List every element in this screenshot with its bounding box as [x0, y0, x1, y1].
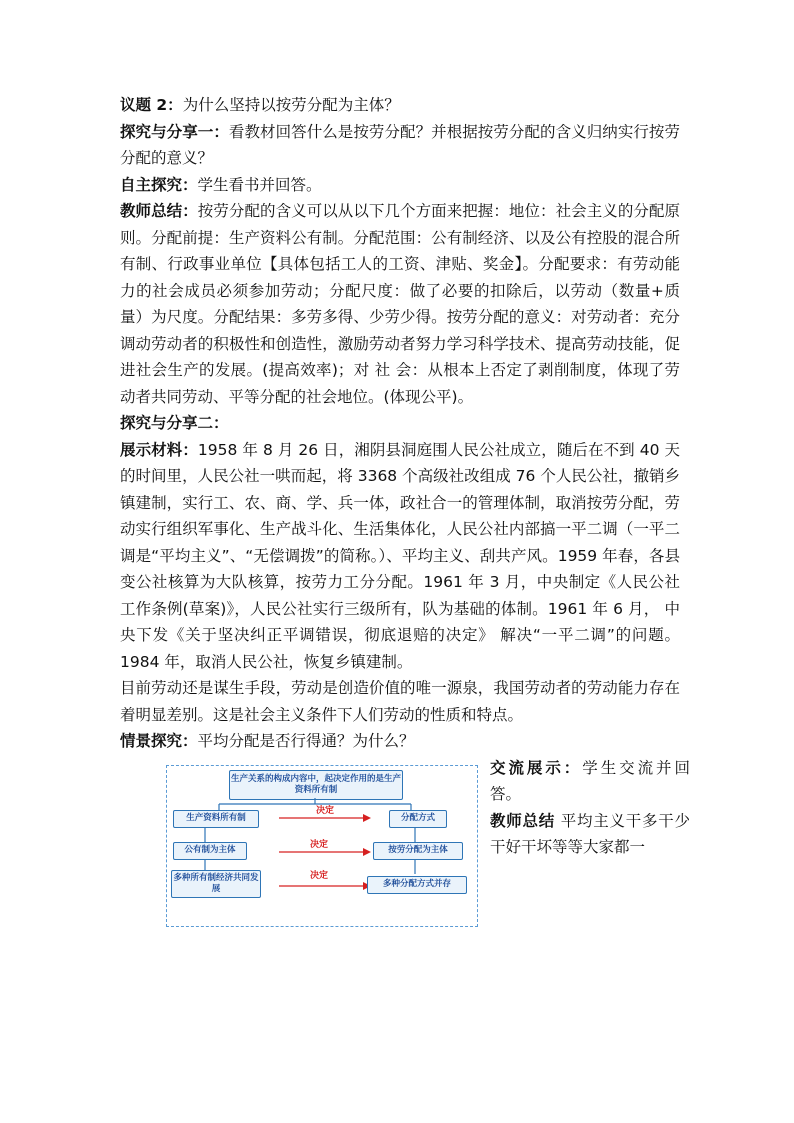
- scenario-text: 平均分配是否行得通？为什么？: [197, 732, 415, 750]
- arrow-label-1: 决定: [315, 805, 335, 816]
- arrow-row-3: [279, 869, 371, 890]
- diagram-top-box: 生产关系的构成内容中，起决定作用的是生产资料所有制: [229, 770, 403, 800]
- material-paragraph: [120, 437, 680, 676]
- material-label: 展示材料：: [120, 440, 198, 459]
- teacher-summary-text: 按劳分配的含义可以从以下几个方面来把握：地位：社会主义的分配原则。分配前提：生产资料公有制。分配范围：公有制经济、以及公有控股的混合所有制、行政事业单位【具体包括工人的工资、津贴、奖金】。分配要求：有劳动能力的社会成员必须参加劳动；分配尺度：做了必要的扣除后，以劳动（数量+质量）为尺度。分配结果：多劳多得、少劳少得。按劳分配的意义：对劳动者：充分调动劳动者的积极性和创造性，激励劳动者努力学习科学技术、提高劳动技能，促进社会生产的发展。(提高效率)；对 社 会：从根本上否定了剥削制度，体现了劳动者共同劳动、平等分配的社会地位。(体现公平)。: [120, 202, 680, 406]
- material-text: 1958 年 8 月 26 日，湘阴县洞庭围人民公社成立，随后在不到 40 天的时间里，人民公社一哄而起，将 3368 个高级社改组成 76 个人民公社，撤销乡镇建制，实行工、农、商、学、兵一体，政社合一的管理体制，取消按劳分配，劳动实行组织军事化、生产战斗化、生活集体化，人民公社内部搞一平二调（一平二调是“平均主义”、“无偿调拨”的简称。）、平均主义、刮共产风。1959 年春，各县变公社核算为大队核算，按劳力工分分配。1961 年 3 月，中央制定《人民公社工作条例(草案)》，人民公社实行三级所有，队为基础的体制。1961 年 6 月， 中央下发《关于坚决纠正平调错误，彻底退赔的决定》 解决“一平二调”的问题。1984 年，取消人民公社，恢复乡镇建制。: [120, 440, 680, 671]
- teacher-summary-label: 教师总结：: [120, 202, 198, 220]
- arrow-label-3: 决定: [309, 870, 329, 881]
- box-ownership: 生产资料所有制: [173, 810, 259, 828]
- explore1-paragraph: [120, 119, 680, 172]
- self-study-text: 学生看书并回答。: [197, 175, 322, 194]
- teacher2-text: 平均主义干多干少干好干坏等等大家都一: [490, 811, 690, 856]
- note-paragraph: [120, 675, 680, 728]
- box-distribution-mode: 分配方式: [389, 810, 447, 828]
- explore1-text: 看教材回答什么是按劳分配？并根据按劳分配的含义归纳实行按劳分配的意义？: [120, 122, 680, 167]
- explore2-label: 探究与分享二：: [120, 414, 229, 432]
- arrow-label-2: 决定: [309, 839, 329, 850]
- box-multiple-distribution: 多种分配方式并存: [367, 876, 467, 894]
- teacher2-label: 教师总结: [490, 811, 556, 830]
- box-public-ownership: 公有制为主体: [173, 842, 247, 860]
- issue-text: 为什么坚持以按劳分配为主体？: [182, 96, 400, 114]
- diagram-and-discussion: [120, 755, 690, 955]
- teacher2-paragraph: [490, 808, 690, 861]
- exchange-paragraph: [490, 755, 690, 808]
- box-multiple-ownership: 多种所有制经济共同发展: [171, 870, 261, 898]
- scenario-label: 情景探究：: [120, 732, 198, 750]
- issue-label: 议题 2：: [120, 96, 183, 114]
- document-body: [120, 92, 690, 955]
- issue-line: [120, 92, 680, 119]
- scenario-line: [120, 728, 680, 755]
- explore1-label: 探究与分享一：: [120, 122, 229, 141]
- box-distribution-by-work: 按劳分配为主体: [373, 842, 463, 860]
- self-study-label: 自主探究：: [120, 175, 198, 194]
- explore2-line: [120, 410, 680, 437]
- arrow-row-1: [279, 804, 371, 822]
- note-text: 目前劳动还是谋生手段，劳动是创造价值的唯一源泉，我国劳动者的劳动能力存在着明显差别。这是社会主义条件下人们劳动的性质和特点。: [120, 679, 680, 724]
- exchange-text: 学生交流并回答。: [490, 758, 690, 803]
- arrow-row-2: [279, 838, 371, 856]
- discussion-column: [490, 755, 690, 861]
- relations-diagram: [166, 765, 478, 927]
- exchange-label: 交流展示：: [490, 758, 583, 777]
- self-study-line: [120, 172, 680, 199]
- teacher-summary-paragraph: [120, 198, 680, 410]
